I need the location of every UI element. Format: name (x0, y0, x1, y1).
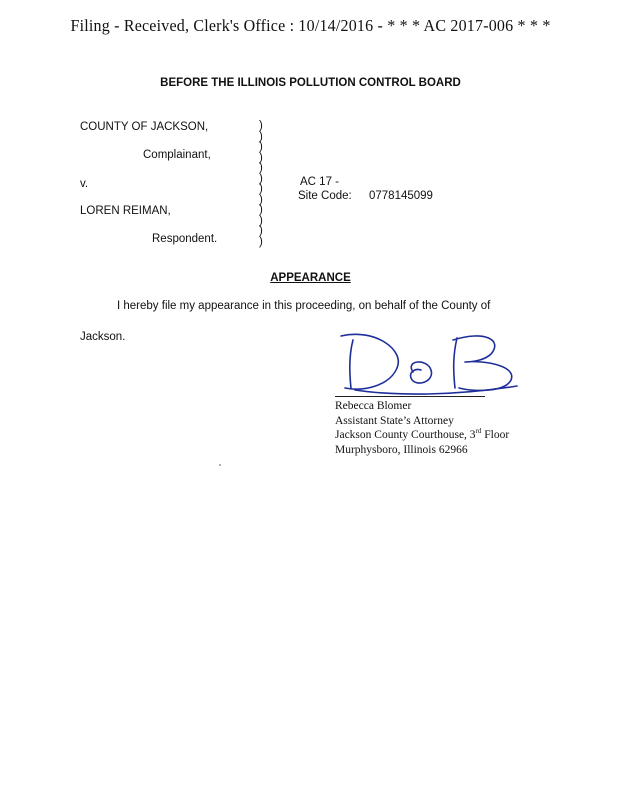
site-code-label: Site Code: (298, 190, 352, 202)
handwritten-signature (335, 330, 535, 400)
case-number: AC 17 - (300, 176, 339, 188)
versus-label: v. (80, 178, 89, 190)
site-code-value: 0778145099 (369, 190, 433, 202)
filing-stamp: Filing - Received, Clerk's Office : 10/14/2016 - * * * AC 2017-006 * * * (70, 17, 551, 36)
defendant-role: Respondent. (152, 233, 218, 245)
plaintiff-role: Complainant, (143, 149, 211, 161)
signer-address-line-1: Jackson County Courthouse, 3rd Floor (335, 427, 510, 441)
plaintiff-name: COUNTY OF JACKSON, (80, 121, 209, 133)
signer-address-line-2: Murphysboro, Illinois 62966 (335, 443, 468, 456)
board-title: BEFORE THE ILLINOIS POLLUTION CONTROL BOARD (160, 77, 461, 89)
body-line-2: Jackson. (80, 331, 126, 343)
signature-block (335, 399, 509, 457)
signer-name: Rebecca Blomer (335, 400, 412, 412)
caption-parentheses: ) ) ) ) ) ) ) ) ) ) ) ) (259, 120, 263, 248)
body-line-1: I hereby file my appearance in this proceeding, on behalf of the County of (117, 300, 491, 312)
signer-title: Assistant State’s Attorney (335, 414, 454, 427)
defendant-name: LOREN REIMAN, (80, 205, 171, 217)
signature-line (335, 396, 485, 397)
scan-speck (219, 464, 221, 466)
appearance-heading: APPEARANCE (270, 272, 351, 284)
